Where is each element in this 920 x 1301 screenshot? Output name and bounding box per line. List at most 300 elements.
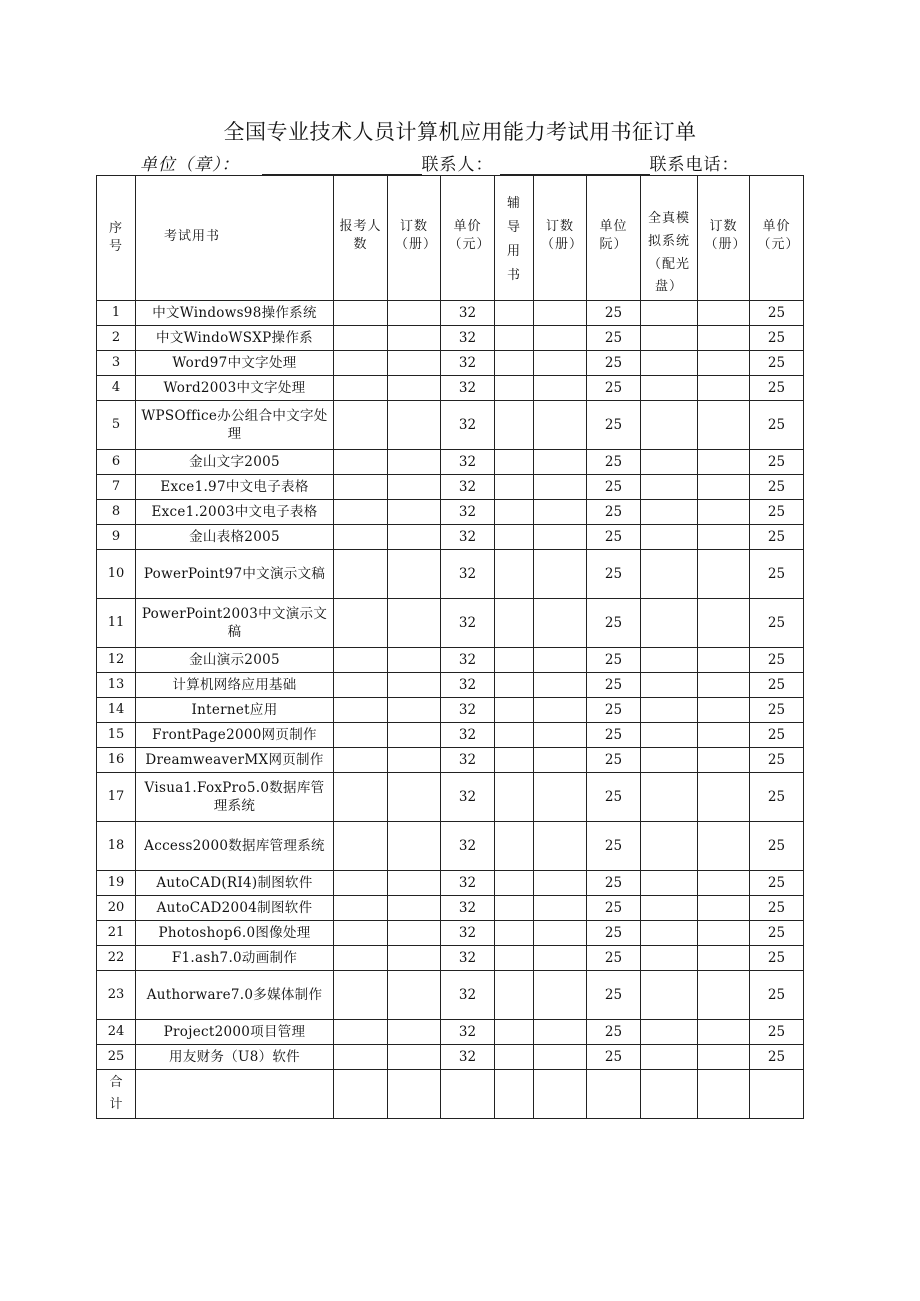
row-aux-price: 25 (587, 599, 641, 648)
table-row (97, 723, 804, 748)
row-applicants[interactable] (334, 326, 388, 351)
total-cell[interactable] (587, 1070, 641, 1119)
row-book-qty[interactable] (388, 376, 441, 401)
row-applicants[interactable] (334, 500, 388, 525)
row-sim (641, 550, 698, 599)
row-book-qty[interactable] (388, 599, 441, 648)
row-book-name: Word97中文字处理 (136, 351, 334, 376)
table-row (97, 326, 804, 351)
row-aux (495, 773, 534, 822)
table-row (97, 673, 804, 698)
row-sim-price: 25 (750, 822, 804, 871)
row-book-price: 32 (441, 896, 495, 921)
row-book-price: 32 (441, 946, 495, 971)
row-sim-qty[interactable] (698, 1045, 750, 1070)
row-seq: 15 (97, 723, 136, 748)
row-sim-price: 25 (750, 326, 804, 351)
total-cell[interactable] (495, 1070, 534, 1119)
table-row (97, 773, 804, 822)
row-aux (495, 301, 534, 326)
row-book-price: 32 (441, 500, 495, 525)
row-book-qty[interactable] (388, 500, 441, 525)
row-sim-qty[interactable] (698, 773, 750, 822)
row-aux-price: 25 (587, 376, 641, 401)
row-book-qty[interactable] (388, 822, 441, 871)
row-applicants[interactable] (334, 748, 388, 773)
row-aux-price: 25 (587, 748, 641, 773)
row-aux-qty[interactable] (534, 599, 587, 648)
row-aux-qty[interactable] (534, 698, 587, 723)
table-row (97, 1045, 804, 1070)
row-sim-qty[interactable] (698, 648, 750, 673)
total-cell[interactable] (136, 1070, 334, 1119)
row-sim-price: 25 (750, 946, 804, 971)
row-aux (495, 673, 534, 698)
row-aux-price: 25 (587, 648, 641, 673)
row-aux-price: 25 (587, 301, 641, 326)
row-book-qty[interactable] (388, 450, 441, 475)
row-sim-price: 25 (750, 401, 804, 450)
row-book-price: 32 (441, 599, 495, 648)
total-cell[interactable] (750, 1070, 804, 1119)
row-aux (495, 599, 534, 648)
header-book: 考试用书 (136, 176, 334, 301)
row-seq: 9 (97, 525, 136, 550)
row-aux-qty[interactable] (534, 376, 587, 401)
row-sim-qty[interactable] (698, 871, 750, 896)
row-book-name: Exce1.2003中文电子表格 (136, 500, 334, 525)
row-sim-qty[interactable] (698, 550, 750, 599)
order-table (96, 175, 804, 1119)
row-seq: 18 (97, 822, 136, 871)
row-aux-qty[interactable] (534, 648, 587, 673)
row-sim (641, 723, 698, 748)
row-applicants[interactable] (334, 550, 388, 599)
row-aux-price: 25 (587, 1045, 641, 1070)
header-aux-price: 单位阮） (587, 176, 641, 301)
row-seq: 21 (97, 921, 136, 946)
row-aux-price: 25 (587, 673, 641, 698)
row-sim-qty[interactable] (698, 1020, 750, 1045)
row-sim-qty[interactable] (698, 673, 750, 698)
row-sim-qty[interactable] (698, 326, 750, 351)
row-sim (641, 822, 698, 871)
row-book-name: 金山表格2005 (136, 525, 334, 550)
row-aux-price: 25 (587, 971, 641, 1020)
row-book-price: 32 (441, 648, 495, 673)
row-book-price: 32 (441, 401, 495, 450)
row-aux (495, 946, 534, 971)
row-sim (641, 698, 698, 723)
row-applicants[interactable] (334, 673, 388, 698)
table-row (97, 896, 804, 921)
row-aux-qty[interactable] (534, 351, 587, 376)
row-aux-price: 25 (587, 475, 641, 500)
row-applicants[interactable] (334, 871, 388, 896)
row-applicants[interactable] (334, 525, 388, 550)
row-sim-qty[interactable] (698, 748, 750, 773)
info-line (140, 150, 740, 174)
row-aux (495, 550, 534, 599)
header-row (97, 176, 804, 301)
row-sim (641, 475, 698, 500)
row-book-price: 32 (441, 871, 495, 896)
row-sim (641, 326, 698, 351)
table-row (97, 871, 804, 896)
row-seq: 6 (97, 450, 136, 475)
row-aux-qty[interactable] (534, 1045, 587, 1070)
row-book-qty[interactable] (388, 971, 441, 1020)
row-applicants[interactable] (334, 475, 388, 500)
document-title: 全国专业技术人员计算机应用能力考试用书征订单 (223, 120, 697, 144)
row-book-name: Access2000数据库管理系统 (136, 822, 334, 871)
row-seq: 14 (97, 698, 136, 723)
row-sim-price: 25 (750, 673, 804, 698)
row-aux (495, 822, 534, 871)
row-sim-price: 25 (750, 896, 804, 921)
row-aux-qty[interactable] (534, 301, 587, 326)
row-seq: 17 (97, 773, 136, 822)
row-book-qty[interactable] (388, 351, 441, 376)
row-book-qty[interactable] (388, 723, 441, 748)
table-row (97, 351, 804, 376)
row-book-qty[interactable] (388, 1020, 441, 1045)
row-aux-qty[interactable] (534, 822, 587, 871)
row-seq: 2 (97, 326, 136, 351)
row-applicants[interactable] (334, 648, 388, 673)
row-sim-qty[interactable] (698, 599, 750, 648)
row-book-name: AutoCAD(RI4)制图软件 (136, 871, 334, 896)
row-applicants[interactable] (334, 1045, 388, 1070)
row-book-name: 金山文字2005 (136, 450, 334, 475)
row-sim-price: 25 (750, 500, 804, 525)
row-applicants[interactable] (334, 376, 388, 401)
table-row (97, 822, 804, 871)
row-book-price: 32 (441, 301, 495, 326)
row-sim (641, 401, 698, 450)
row-sim-qty[interactable] (698, 475, 750, 500)
row-sim (641, 946, 698, 971)
row-seq: 3 (97, 351, 136, 376)
row-book-qty[interactable] (388, 946, 441, 971)
row-book-name: WPSOffice办公组合中文字处理 (136, 401, 334, 450)
total-row (97, 1070, 804, 1119)
row-sim-price: 25 (750, 1020, 804, 1045)
row-sim-qty[interactable] (698, 450, 750, 475)
row-book-name: Word2003中文字处理 (136, 376, 334, 401)
table-row (97, 971, 804, 1020)
row-applicants[interactable] (334, 1020, 388, 1045)
row-aux (495, 698, 534, 723)
total-cell[interactable] (334, 1070, 388, 1119)
row-sim-qty[interactable] (698, 822, 750, 871)
row-sim-qty[interactable] (698, 301, 750, 326)
row-aux (495, 1020, 534, 1045)
row-sim (641, 351, 698, 376)
row-aux-qty[interactable] (534, 326, 587, 351)
table-row (97, 698, 804, 723)
row-book-qty[interactable] (388, 525, 441, 550)
row-book-name: 用友财务（U8）软件 (136, 1045, 334, 1070)
row-sim-price: 25 (750, 971, 804, 1020)
row-seq: 23 (97, 971, 136, 1020)
row-applicants[interactable] (334, 822, 388, 871)
row-book-price: 32 (441, 748, 495, 773)
row-sim-qty[interactable] (698, 698, 750, 723)
row-applicants[interactable] (334, 599, 388, 648)
row-sim (641, 500, 698, 525)
row-book-price: 32 (441, 376, 495, 401)
table-row (97, 648, 804, 673)
row-book-name: F1.ash7.0动画制作 (136, 946, 334, 971)
row-applicants[interactable] (334, 351, 388, 376)
row-sim-price: 25 (750, 599, 804, 648)
row-aux-qty[interactable] (534, 871, 587, 896)
row-book-qty[interactable] (388, 673, 441, 698)
total-cell[interactable] (441, 1070, 495, 1119)
row-aux (495, 475, 534, 500)
row-sim-price: 25 (750, 301, 804, 326)
row-aux-price: 25 (587, 871, 641, 896)
row-aux (495, 351, 534, 376)
row-aux-price: 25 (587, 896, 641, 921)
row-seq: 20 (97, 896, 136, 921)
row-aux-qty[interactable] (534, 971, 587, 1020)
row-aux-qty[interactable] (534, 896, 587, 921)
row-book-price: 32 (441, 822, 495, 871)
table-row (97, 525, 804, 550)
row-sim-qty[interactable] (698, 376, 750, 401)
row-sim (641, 673, 698, 698)
row-seq: 25 (97, 1045, 136, 1070)
row-applicants[interactable] (334, 698, 388, 723)
row-applicants[interactable] (334, 946, 388, 971)
row-aux-qty[interactable] (534, 723, 587, 748)
row-seq: 19 (97, 871, 136, 896)
table-row (97, 1020, 804, 1045)
header-seq: 序号 (97, 176, 136, 301)
table-row (97, 599, 804, 648)
row-aux-price: 25 (587, 550, 641, 599)
row-applicants[interactable] (334, 921, 388, 946)
header-sim: 全真模拟系统（配光盘） (641, 176, 698, 301)
row-aux (495, 401, 534, 450)
row-book-qty[interactable] (388, 773, 441, 822)
row-sim-qty[interactable] (698, 351, 750, 376)
row-book-qty[interactable] (388, 896, 441, 921)
row-applicants[interactable] (334, 450, 388, 475)
row-aux-price: 25 (587, 500, 641, 525)
row-aux-qty[interactable] (534, 673, 587, 698)
row-book-qty[interactable] (388, 648, 441, 673)
row-aux (495, 723, 534, 748)
header-book-price: 单价（元） (441, 176, 495, 301)
row-book-name: FrontPage2000网页制作 (136, 723, 334, 748)
header-aux: 辅导用书 (495, 176, 534, 301)
row-aux-price: 25 (587, 401, 641, 450)
header-sim-qty: 订数（册） (698, 176, 750, 301)
row-book-price: 32 (441, 673, 495, 698)
table-row (97, 475, 804, 500)
row-aux-price: 25 (587, 450, 641, 475)
total-cell[interactable] (388, 1070, 441, 1119)
row-book-qty[interactable] (388, 698, 441, 723)
row-sim-qty[interactable] (698, 500, 750, 525)
row-book-price: 32 (441, 525, 495, 550)
row-sim-qty[interactable] (698, 921, 750, 946)
row-applicants[interactable] (334, 896, 388, 921)
row-applicants[interactable] (334, 401, 388, 450)
header-applicants: 报考人数 (334, 176, 388, 301)
row-seq: 22 (97, 946, 136, 971)
row-aux-price: 25 (587, 351, 641, 376)
row-applicants[interactable] (334, 301, 388, 326)
row-sim (641, 301, 698, 326)
unit-field[interactable] (262, 156, 422, 175)
row-aux-qty[interactable] (534, 1020, 587, 1045)
row-aux-price: 25 (587, 1020, 641, 1045)
row-aux-price: 25 (587, 723, 641, 748)
row-seq: 11 (97, 599, 136, 648)
row-sim (641, 450, 698, 475)
row-aux-qty[interactable] (534, 401, 587, 450)
row-book-price: 32 (441, 698, 495, 723)
row-sim (641, 871, 698, 896)
row-sim (641, 1045, 698, 1070)
row-sim-qty[interactable] (698, 401, 750, 450)
row-book-qty[interactable] (388, 871, 441, 896)
contact-label: 联系人： (421, 155, 494, 175)
row-aux-price: 25 (587, 525, 641, 550)
row-sim (641, 773, 698, 822)
row-aux-price: 25 (587, 822, 641, 871)
row-sim-price: 25 (750, 351, 804, 376)
row-aux-price: 25 (587, 946, 641, 971)
row-book-price: 32 (441, 550, 495, 599)
row-aux-qty[interactable] (534, 748, 587, 773)
row-book-name: 计算机网络应用基础 (136, 673, 334, 698)
row-sim (641, 525, 698, 550)
total-label: 合计 (97, 1070, 136, 1119)
row-aux (495, 1045, 534, 1070)
row-book-name: DreamweaverMX网页制作 (136, 748, 334, 773)
row-aux-qty[interactable] (534, 921, 587, 946)
table-row (97, 748, 804, 773)
row-book-price: 32 (441, 921, 495, 946)
row-aux (495, 748, 534, 773)
row-book-price: 32 (441, 351, 495, 376)
row-sim-price: 25 (750, 648, 804, 673)
row-book-name: PowerPoint2003中文演示文稿 (136, 599, 334, 648)
row-aux-qty[interactable] (534, 475, 587, 500)
row-sim-price: 25 (750, 921, 804, 946)
row-book-price: 32 (441, 1020, 495, 1045)
row-sim-qty[interactable] (698, 946, 750, 971)
row-book-qty[interactable] (388, 301, 441, 326)
row-sim (641, 896, 698, 921)
row-sim-price: 25 (750, 475, 804, 500)
row-aux-qty[interactable] (534, 450, 587, 475)
row-aux-qty[interactable] (534, 946, 587, 971)
row-aux-qty[interactable] (534, 773, 587, 822)
contact-field[interactable] (500, 156, 650, 175)
row-aux-qty[interactable] (534, 550, 587, 599)
row-sim (641, 599, 698, 648)
row-sim-price: 25 (750, 871, 804, 896)
table-row (97, 450, 804, 475)
row-sim-qty[interactable] (698, 971, 750, 1020)
row-book-name: AutoCAD2004制图软件 (136, 896, 334, 921)
row-book-name: Authorware7.0多媒体制作 (136, 971, 334, 1020)
total-cell[interactable] (698, 1070, 750, 1119)
row-seq: 1 (97, 301, 136, 326)
row-aux (495, 525, 534, 550)
row-sim-price: 25 (750, 698, 804, 723)
row-book-qty[interactable] (388, 401, 441, 450)
row-sim-qty[interactable] (698, 525, 750, 550)
header-aux-qty: 订数（册） (534, 176, 587, 301)
row-applicants[interactable] (334, 723, 388, 748)
row-book-qty[interactable] (388, 1045, 441, 1070)
row-book-price: 32 (441, 475, 495, 500)
row-sim (641, 376, 698, 401)
row-book-price: 32 (441, 1045, 495, 1070)
row-aux-qty[interactable] (534, 525, 587, 550)
row-sim-price: 25 (750, 525, 804, 550)
row-book-qty[interactable] (388, 475, 441, 500)
row-aux (495, 971, 534, 1020)
row-aux-qty[interactable] (534, 500, 587, 525)
total-cell[interactable] (534, 1070, 587, 1119)
table-row (97, 550, 804, 599)
row-book-qty[interactable] (388, 921, 441, 946)
row-book-qty[interactable] (388, 550, 441, 599)
row-aux (495, 648, 534, 673)
row-applicants[interactable] (334, 773, 388, 822)
row-seq: 5 (97, 401, 136, 450)
row-seq: 16 (97, 748, 136, 773)
row-book-name: 中文Windows98操作系统 (136, 301, 334, 326)
row-aux-price: 25 (587, 326, 641, 351)
row-applicants[interactable] (334, 971, 388, 1020)
row-book-price: 32 (441, 326, 495, 351)
table-row (97, 921, 804, 946)
row-seq: 7 (97, 475, 136, 500)
row-aux (495, 871, 534, 896)
total-cell[interactable] (641, 1070, 698, 1119)
row-book-name: Project2000项目管理 (136, 1020, 334, 1045)
row-book-qty[interactable] (388, 748, 441, 773)
row-seq: 24 (97, 1020, 136, 1045)
row-book-qty[interactable] (388, 326, 441, 351)
row-aux-price: 25 (587, 698, 641, 723)
row-book-price: 32 (441, 450, 495, 475)
row-sim-qty[interactable] (698, 896, 750, 921)
header-sim-price: 单价（元） (750, 176, 804, 301)
row-seq: 12 (97, 648, 136, 673)
table-row (97, 946, 804, 971)
row-book-price: 32 (441, 773, 495, 822)
table-row (97, 376, 804, 401)
row-sim-qty[interactable] (698, 723, 750, 748)
row-book-name: PowerPoint97中文演示文稿 (136, 550, 334, 599)
row-sim (641, 748, 698, 773)
row-book-price: 32 (441, 723, 495, 748)
row-aux (495, 326, 534, 351)
phone-label: 联系电话： (649, 155, 740, 175)
row-sim-price: 25 (750, 748, 804, 773)
row-sim (641, 1020, 698, 1045)
